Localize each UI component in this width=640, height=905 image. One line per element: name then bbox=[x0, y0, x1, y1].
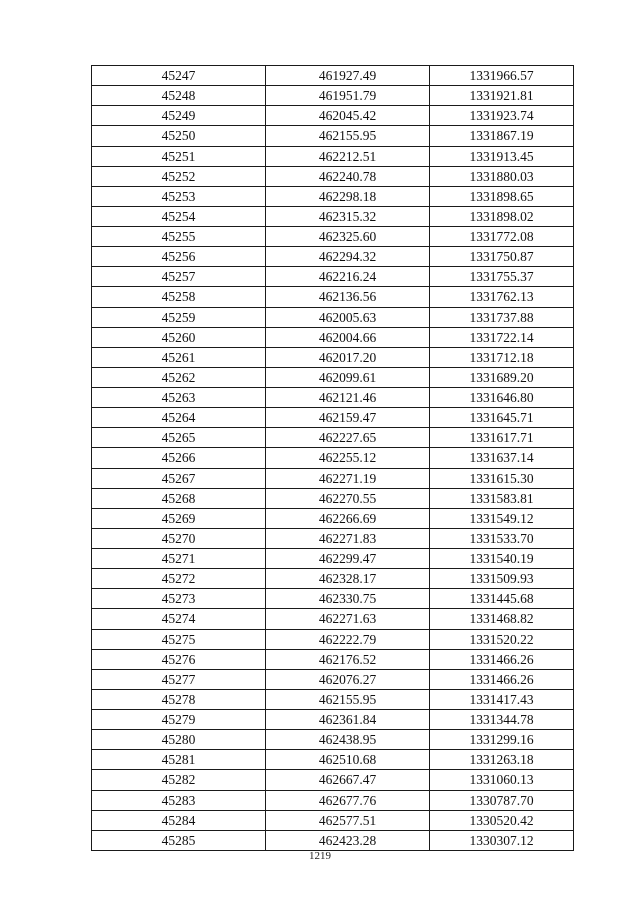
point-id-cell: 45247 bbox=[92, 66, 266, 86]
table-row bbox=[92, 589, 574, 609]
x-coordinate-cell: 462136.56 bbox=[266, 287, 430, 307]
x-coordinate-cell: 462298.18 bbox=[266, 186, 430, 206]
x-coordinate-cell: 461951.79 bbox=[266, 86, 430, 106]
table-row bbox=[92, 227, 574, 247]
y-coordinate-cell: 1331468.82 bbox=[430, 609, 574, 629]
table-row bbox=[92, 307, 574, 327]
x-coordinate-cell: 462255.12 bbox=[266, 448, 430, 468]
table-row bbox=[92, 830, 574, 850]
point-id-cell: 45265 bbox=[92, 428, 266, 448]
y-coordinate-cell: 1331417.43 bbox=[430, 689, 574, 709]
x-coordinate-cell: 462270.55 bbox=[266, 488, 430, 508]
table-row bbox=[92, 790, 574, 810]
y-coordinate-cell: 1331755.37 bbox=[430, 267, 574, 287]
y-coordinate-cell: 1331344.78 bbox=[430, 710, 574, 730]
x-coordinate-cell: 462577.51 bbox=[266, 810, 430, 830]
y-coordinate-cell: 1331737.88 bbox=[430, 307, 574, 327]
table-row bbox=[92, 267, 574, 287]
x-coordinate-cell: 462076.27 bbox=[266, 669, 430, 689]
x-coordinate-cell: 462212.51 bbox=[266, 146, 430, 166]
point-id-cell: 45271 bbox=[92, 549, 266, 569]
table-row bbox=[92, 549, 574, 569]
y-coordinate-cell: 1331867.19 bbox=[430, 126, 574, 146]
y-coordinate-cell: 1331583.81 bbox=[430, 488, 574, 508]
table-row bbox=[92, 689, 574, 709]
point-id-cell: 45284 bbox=[92, 810, 266, 830]
x-coordinate-cell: 462438.95 bbox=[266, 730, 430, 750]
point-id-cell: 45276 bbox=[92, 649, 266, 669]
y-coordinate-cell: 1331645.71 bbox=[430, 408, 574, 428]
point-id-cell: 45256 bbox=[92, 247, 266, 267]
x-coordinate-cell: 462266.69 bbox=[266, 508, 430, 528]
table-row bbox=[92, 287, 574, 307]
x-coordinate-cell: 462004.66 bbox=[266, 327, 430, 347]
point-id-cell: 45262 bbox=[92, 367, 266, 387]
table-row bbox=[92, 750, 574, 770]
y-coordinate-cell: 1331966.57 bbox=[430, 66, 574, 86]
table-row bbox=[92, 166, 574, 186]
table-row bbox=[92, 468, 574, 488]
y-coordinate-cell: 1331540.19 bbox=[430, 549, 574, 569]
y-coordinate-cell: 1330307.12 bbox=[430, 830, 574, 850]
point-id-cell: 45281 bbox=[92, 750, 266, 770]
page-number: 1219 bbox=[309, 850, 331, 862]
x-coordinate-cell: 462155.95 bbox=[266, 689, 430, 709]
y-coordinate-cell: 1331722.14 bbox=[430, 327, 574, 347]
point-id-cell: 45253 bbox=[92, 186, 266, 206]
point-id-cell: 45251 bbox=[92, 146, 266, 166]
table-row bbox=[92, 508, 574, 528]
table-row bbox=[92, 327, 574, 347]
y-coordinate-cell: 1331923.74 bbox=[430, 106, 574, 126]
table-row bbox=[92, 347, 574, 367]
point-id-cell: 45273 bbox=[92, 589, 266, 609]
point-id-cell: 45285 bbox=[92, 830, 266, 850]
point-id-cell: 45267 bbox=[92, 468, 266, 488]
x-coordinate-cell: 462155.95 bbox=[266, 126, 430, 146]
x-coordinate-cell: 462271.63 bbox=[266, 609, 430, 629]
table-row bbox=[92, 66, 574, 86]
x-coordinate-cell: 462299.47 bbox=[266, 549, 430, 569]
point-id-cell: 45275 bbox=[92, 629, 266, 649]
table-row bbox=[92, 126, 574, 146]
y-coordinate-cell: 1331533.70 bbox=[430, 528, 574, 548]
x-coordinate-cell: 462423.28 bbox=[266, 830, 430, 850]
x-coordinate-cell: 462330.75 bbox=[266, 589, 430, 609]
x-coordinate-cell: 462005.63 bbox=[266, 307, 430, 327]
y-coordinate-cell: 1331921.81 bbox=[430, 86, 574, 106]
table-row bbox=[92, 408, 574, 428]
table-row bbox=[92, 649, 574, 669]
point-id-cell: 45259 bbox=[92, 307, 266, 327]
table-row bbox=[92, 528, 574, 548]
x-coordinate-cell: 462328.17 bbox=[266, 569, 430, 589]
coordinates-table-container bbox=[91, 65, 573, 851]
table-row bbox=[92, 186, 574, 206]
x-coordinate-cell: 462176.52 bbox=[266, 649, 430, 669]
point-id-cell: 45283 bbox=[92, 790, 266, 810]
point-id-cell: 45269 bbox=[92, 508, 266, 528]
x-coordinate-cell: 462099.61 bbox=[266, 367, 430, 387]
x-coordinate-cell: 462240.78 bbox=[266, 166, 430, 186]
point-id-cell: 45255 bbox=[92, 227, 266, 247]
x-coordinate-cell: 461927.49 bbox=[266, 66, 430, 86]
table-row bbox=[92, 388, 574, 408]
table-row bbox=[92, 146, 574, 166]
point-id-cell: 45261 bbox=[92, 347, 266, 367]
y-coordinate-cell: 1331520.22 bbox=[430, 629, 574, 649]
table-row bbox=[92, 730, 574, 750]
y-coordinate-cell: 1331509.93 bbox=[430, 569, 574, 589]
y-coordinate-cell: 1330520.42 bbox=[430, 810, 574, 830]
point-id-cell: 45280 bbox=[92, 730, 266, 750]
y-coordinate-cell: 1331060.13 bbox=[430, 770, 574, 790]
y-coordinate-cell: 1331445.68 bbox=[430, 589, 574, 609]
y-coordinate-cell: 1331898.65 bbox=[430, 186, 574, 206]
x-coordinate-cell: 462121.46 bbox=[266, 388, 430, 408]
y-coordinate-cell: 1331466.26 bbox=[430, 649, 574, 669]
table-row bbox=[92, 206, 574, 226]
y-coordinate-cell: 1331637.14 bbox=[430, 448, 574, 468]
point-id-cell: 45268 bbox=[92, 488, 266, 508]
table-row bbox=[92, 629, 574, 649]
point-id-cell: 45254 bbox=[92, 206, 266, 226]
x-coordinate-cell: 462227.65 bbox=[266, 428, 430, 448]
table-row bbox=[92, 569, 574, 589]
y-coordinate-cell: 1331466.26 bbox=[430, 669, 574, 689]
x-coordinate-cell: 462294.32 bbox=[266, 247, 430, 267]
point-id-cell: 45266 bbox=[92, 448, 266, 468]
x-coordinate-cell: 462017.20 bbox=[266, 347, 430, 367]
point-id-cell: 45260 bbox=[92, 327, 266, 347]
y-coordinate-cell: 1331549.12 bbox=[430, 508, 574, 528]
table-row bbox=[92, 106, 574, 126]
y-coordinate-cell: 1331898.02 bbox=[430, 206, 574, 226]
point-id-cell: 45263 bbox=[92, 388, 266, 408]
table-row bbox=[92, 710, 574, 730]
x-coordinate-cell: 462045.42 bbox=[266, 106, 430, 126]
point-id-cell: 45274 bbox=[92, 609, 266, 629]
point-id-cell: 45249 bbox=[92, 106, 266, 126]
x-coordinate-cell: 462315.32 bbox=[266, 206, 430, 226]
x-coordinate-cell: 462159.47 bbox=[266, 408, 430, 428]
table-row bbox=[92, 669, 574, 689]
point-id-cell: 45258 bbox=[92, 287, 266, 307]
y-coordinate-cell: 1331913.45 bbox=[430, 146, 574, 166]
y-coordinate-cell: 1331689.20 bbox=[430, 367, 574, 387]
x-coordinate-cell: 462510.68 bbox=[266, 750, 430, 770]
x-coordinate-cell: 462222.79 bbox=[266, 629, 430, 649]
point-id-cell: 45250 bbox=[92, 126, 266, 146]
point-id-cell: 45264 bbox=[92, 408, 266, 428]
x-coordinate-cell: 462325.60 bbox=[266, 227, 430, 247]
table-row bbox=[92, 770, 574, 790]
y-coordinate-cell: 1331880.03 bbox=[430, 166, 574, 186]
y-coordinate-cell: 1331762.13 bbox=[430, 287, 574, 307]
point-id-cell: 45257 bbox=[92, 267, 266, 287]
table-row bbox=[92, 86, 574, 106]
x-coordinate-cell: 462361.84 bbox=[266, 710, 430, 730]
y-coordinate-cell: 1331263.18 bbox=[430, 750, 574, 770]
x-coordinate-cell: 462271.83 bbox=[266, 528, 430, 548]
x-coordinate-cell: 462667.47 bbox=[266, 770, 430, 790]
table-row bbox=[92, 448, 574, 468]
y-coordinate-cell: 1330787.70 bbox=[430, 790, 574, 810]
table-row bbox=[92, 810, 574, 830]
table-row bbox=[92, 428, 574, 448]
y-coordinate-cell: 1331299.16 bbox=[430, 730, 574, 750]
table-row bbox=[92, 609, 574, 629]
y-coordinate-cell: 1331646.80 bbox=[430, 388, 574, 408]
y-coordinate-cell: 1331617.71 bbox=[430, 428, 574, 448]
x-coordinate-cell: 462271.19 bbox=[266, 468, 430, 488]
point-id-cell: 45272 bbox=[92, 569, 266, 589]
y-coordinate-cell: 1331615.30 bbox=[430, 468, 574, 488]
table-row bbox=[92, 247, 574, 267]
coordinates-table bbox=[91, 65, 574, 851]
y-coordinate-cell: 1331712.18 bbox=[430, 347, 574, 367]
x-coordinate-cell: 462677.76 bbox=[266, 790, 430, 810]
y-coordinate-cell: 1331772.08 bbox=[430, 227, 574, 247]
table-row bbox=[92, 488, 574, 508]
table-row bbox=[92, 367, 574, 387]
point-id-cell: 45248 bbox=[92, 86, 266, 106]
point-id-cell: 45282 bbox=[92, 770, 266, 790]
point-id-cell: 45277 bbox=[92, 669, 266, 689]
point-id-cell: 45279 bbox=[92, 710, 266, 730]
y-coordinate-cell: 1331750.87 bbox=[430, 247, 574, 267]
point-id-cell: 45278 bbox=[92, 689, 266, 709]
point-id-cell: 45270 bbox=[92, 528, 266, 548]
point-id-cell: 45252 bbox=[92, 166, 266, 186]
x-coordinate-cell: 462216.24 bbox=[266, 267, 430, 287]
coordinates-table-body bbox=[92, 66, 574, 851]
